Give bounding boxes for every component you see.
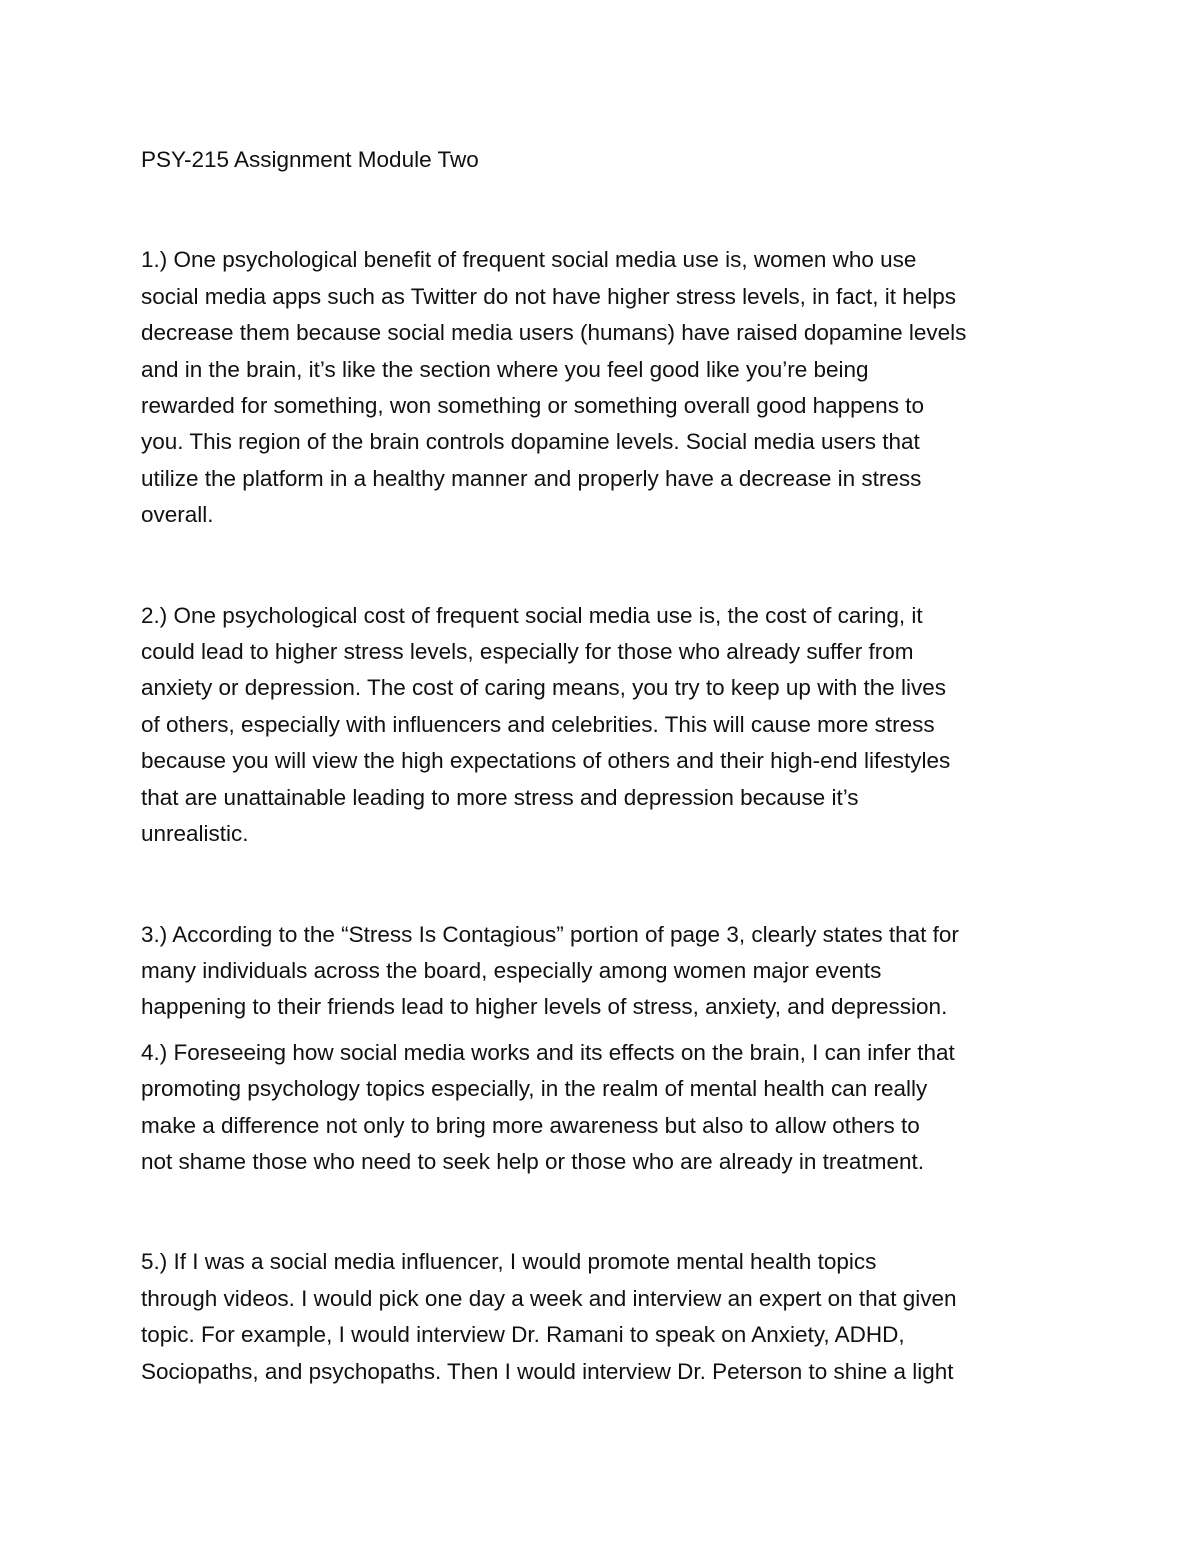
answer-2-line: that are unattainable leading to more stress and depression because it’s	[141, 784, 859, 810]
answer-1-line: 1.) One psychological benefit of frequent social media use is, women who use	[141, 247, 917, 273]
answer-3-line: 3.) According to the “Stress Is Contagious” portion of page 3, clearly states that for	[141, 921, 959, 947]
paragraph-spacer	[141, 1180, 1071, 1244]
answer-4-line: not shame those who need to seek help or those who are already in treatment.	[141, 1148, 924, 1174]
answer-3	[141, 917, 1071, 1026]
answer-1-line: social media apps such as Twitter do not have higher stress levels, in fact, it helps	[141, 283, 956, 309]
answer-5-line: 5.) If I was a social media influencer, I would promote mental health topics	[141, 1249, 877, 1275]
answer-1	[141, 242, 1071, 533]
answer-1-line: you. This region of the brain controls dopamine levels. Social media users that	[141, 429, 920, 455]
answer-4-line: 4.) Foreseeing how social media works and its effects on the brain, I can infer that	[141, 1039, 955, 1065]
answer-2-line: 2.) One psychological cost of frequent social media use is, the cost of caring, it	[141, 602, 923, 628]
answer-4-line: promoting psychology topics especially, in the realm of mental health can really	[141, 1076, 928, 1102]
answer-3-line: happening to their friends lead to higher levels of stress, anxiety, and depression.	[141, 994, 948, 1020]
answer-1-line: overall.	[141, 502, 214, 528]
paragraph-spacer	[141, 1026, 1071, 1035]
paragraph-spacer	[141, 534, 1071, 598]
answer-1-line: and in the brain, it’s like the section where you feel good like you’re being	[141, 356, 869, 382]
document-title: PSY-215 Assignment Module Two	[141, 147, 479, 172]
answer-5	[141, 1244, 1071, 1390]
answer-2-line: anxiety or depression. The cost of caring means, you try to keep up with the lives	[141, 675, 947, 701]
answer-2-line: because you will view the high expectations of others and their high-end lifestyles	[141, 748, 951, 774]
answer-4-line: make a difference not only to bring more awareness but also to allow others to	[141, 1112, 920, 1138]
answer-1-line: utilize the platform in a healthy manner and properly have a decrease in stress	[141, 465, 922, 491]
answer-2-line: unrealistic.	[141, 821, 249, 847]
answer-4	[141, 1035, 1071, 1181]
answer-2-line: could lead to higher stress levels, especially for those who already suffer from	[141, 639, 914, 665]
answer-5-line: topic. For example, I would interview Dr. Ramani to speak on Anxiety, ADHD,	[141, 1322, 905, 1348]
answer-5-line: Sociopaths, and psychopaths. Then I would interview Dr. Peterson to shine a light	[141, 1358, 954, 1384]
answer-3-line: many individuals across the board, especially among women major events	[141, 957, 882, 983]
document-body	[141, 142, 1071, 1390]
paragraph-spacer	[141, 853, 1071, 917]
answer-5-line: through videos. I would pick one day a week and interview an expert on that given	[141, 1285, 957, 1311]
answer-1-line: rewarded for something, won something or something overall good happens to	[141, 393, 924, 419]
answer-1-line: decrease them because social media users (humans) have raised dopamine levels	[141, 320, 967, 346]
answer-2	[141, 598, 1071, 853]
answer-2-line: of others, especially with influencers and celebrities. This will cause more stress	[141, 711, 935, 737]
